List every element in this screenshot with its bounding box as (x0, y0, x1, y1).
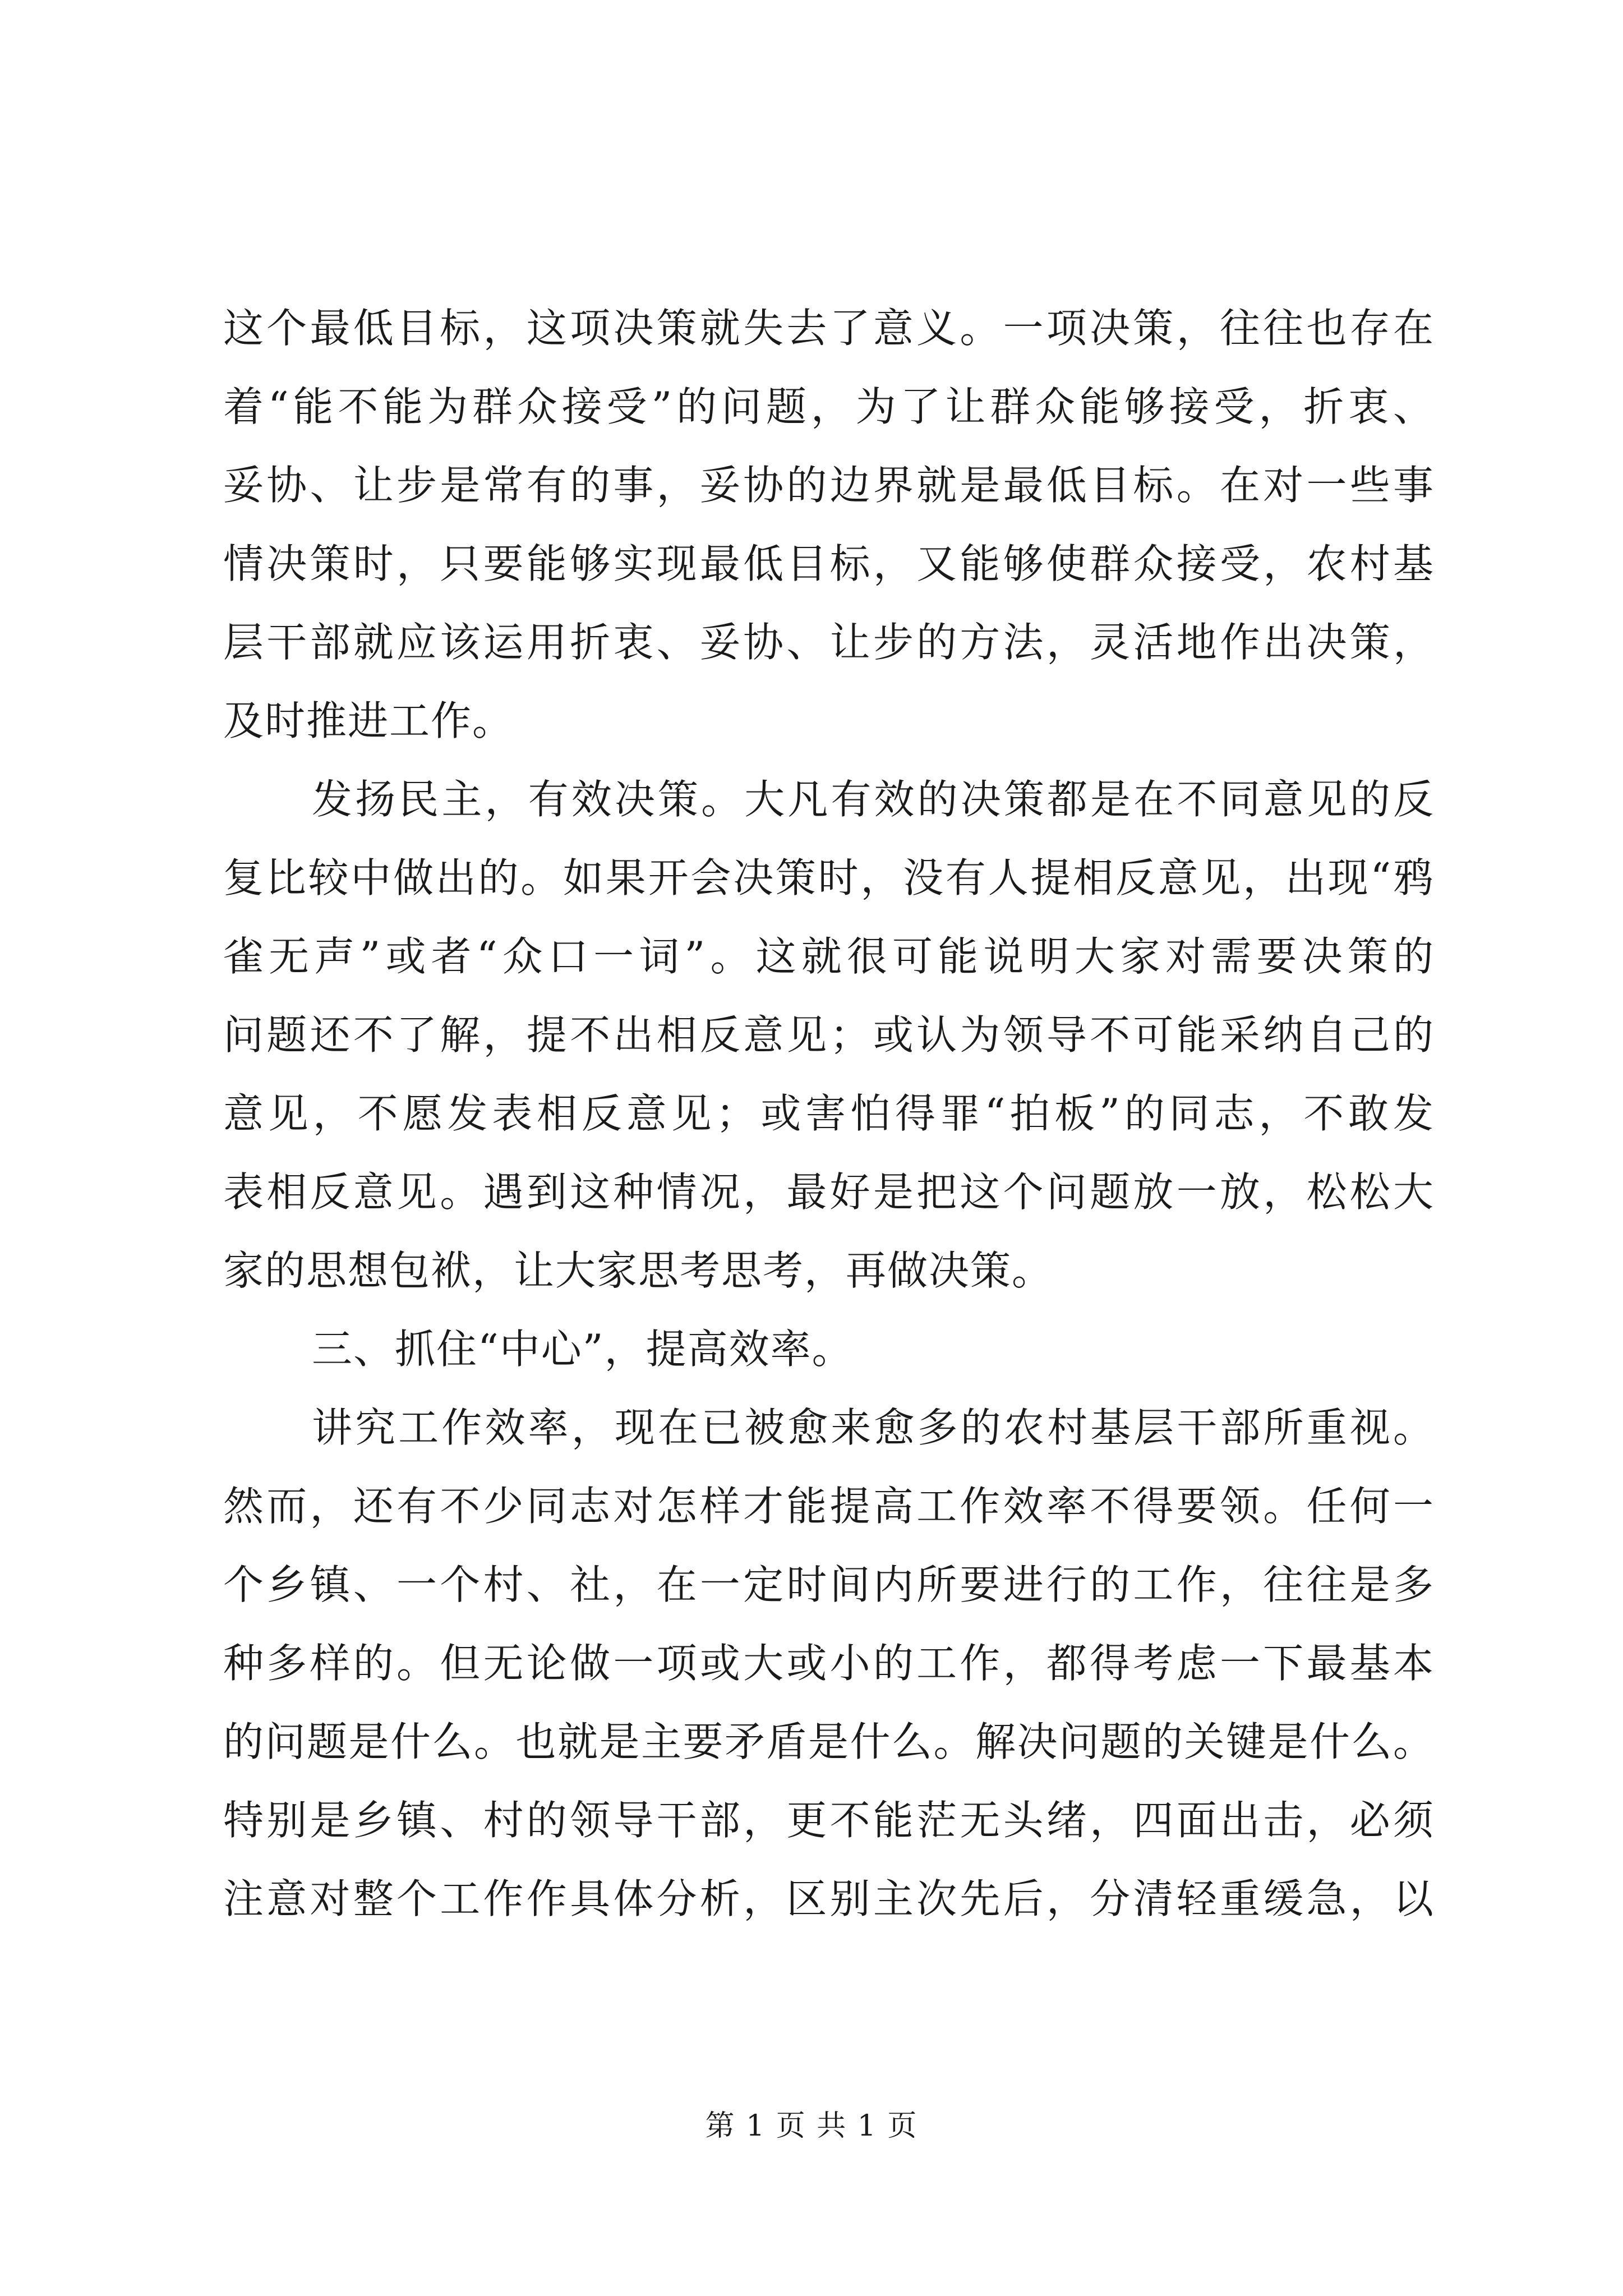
text-line: 然而，还有不少同志对怎样才能提高工作效率不得要领。任何一 (223, 1483, 1435, 1530)
text-line: 妥协、让步是常有的事，妥协的边界就是最低目标。在对一些事 (223, 462, 1435, 509)
text-line: 着“能不能为群众接受”的问题，为了让群众能够接受，折衷、 (223, 383, 1435, 430)
page-number-label: 第 1 页 共 1 页 (705, 2109, 918, 2143)
text-line: 的问题是什么。也就是主要矛盾是什么。解决问题的关键是什么。 (223, 1718, 1435, 1765)
text-line: 层干部就应该运用折衷、妥协、让步的方法，灵活地作出决策， (223, 619, 1435, 666)
text-line: 问题还不了解，提不出相反意见；或认为领导不可能采纳自己的 (223, 1011, 1435, 1059)
text-line: 家的思想包袱，让大家思考思考，再做决策。 (223, 1247, 1054, 1294)
body-text (223, 289, 1435, 1938)
text-line: 讲究工作效率，现在已被愈来愈多的农村基层干部所重视。 (312, 1404, 1435, 1451)
text-line: 及时推进工作。 (223, 697, 514, 744)
page-footer (0, 2106, 1623, 2146)
section-heading: 三、抓住“中心”，提高效率。 (312, 1326, 854, 1373)
text-line: 种多样的。但无论做一项或大或小的工作，都得考虑一下最基本 (223, 1640, 1435, 1687)
text-line: 个乡镇、一个村、社，在一定时间内所要进行的工作，往往是多 (223, 1561, 1435, 1608)
text-line: 这个最低目标，这项决策就失去了意义。一项决策，往往也存在 (223, 305, 1435, 352)
text-line: 特别是乡镇、村的领导干部，更不能茫无头绪，四面出击，必须 (223, 1797, 1435, 1844)
text-line: 雀无声”或者“众口一词”。这就很可能说明大家对需要决策的 (223, 933, 1435, 980)
text-line: 发扬民主，有效决策。大凡有效的决策都是在不同意见的反 (312, 776, 1435, 823)
text-line: 意见，不愿发表相反意见；或害怕得罪“拍板”的同志，不敢发 (223, 1090, 1435, 1137)
text-line: 表相反意见。遇到这种情况，最好是把这个问题放一放，松松大 (223, 1168, 1435, 1216)
text-line: 复比较中做出的。如果开会决策时，没有人提相反意见，出现“鸦 (223, 854, 1435, 901)
text-line: 情决策时，只要能够实现最低目标，又能够使群众接受，农村基 (223, 540, 1435, 587)
text-line: 注意对整个工作作具体分析，区别主次先后，分清轻重缓急，以 (223, 1875, 1435, 1922)
